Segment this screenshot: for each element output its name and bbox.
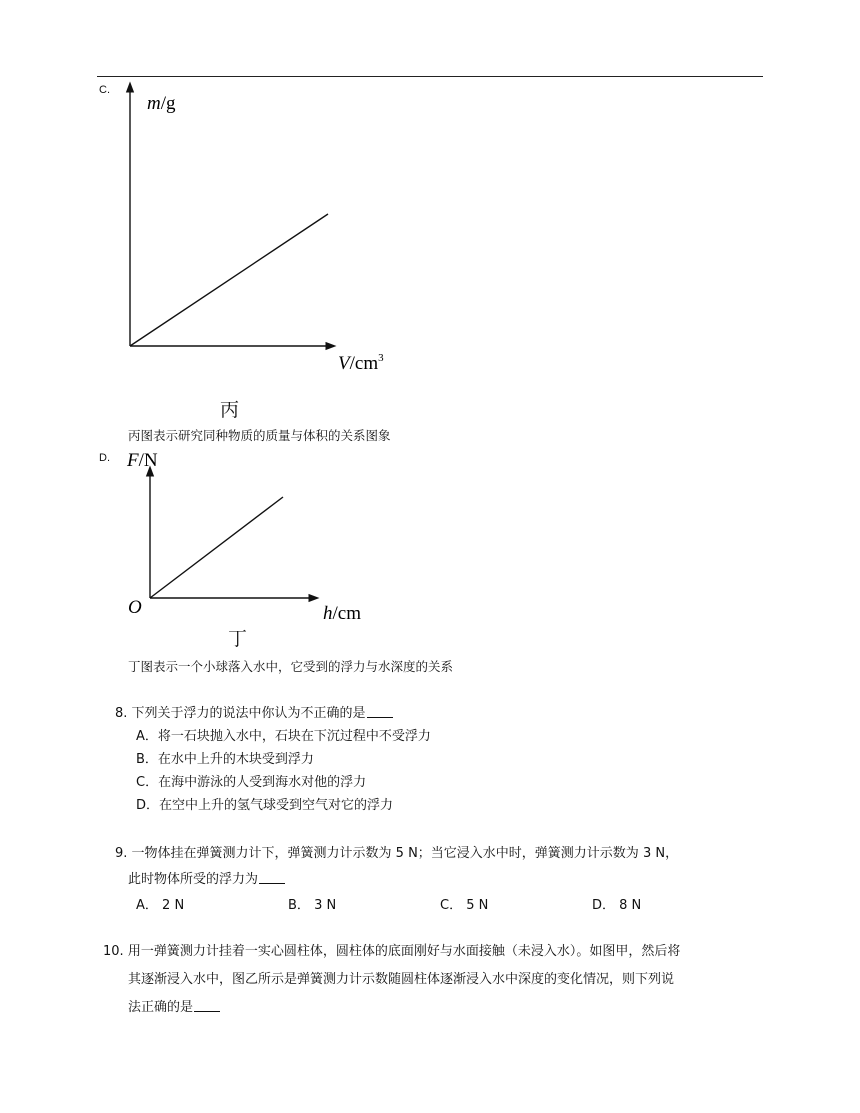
graph-d-origin: O	[128, 597, 142, 618]
q9-answer-blank	[259, 871, 285, 884]
q9-option-b: B． 3 N	[288, 898, 337, 913]
q8-option-c: C．在海中游泳的人受到海水对他的浮力	[136, 775, 367, 790]
graph-d-line	[150, 497, 283, 598]
q8-stem: 下列关于浮力的说法中你认为不正确的是	[131, 706, 366, 721]
q8-number: 8.	[115, 706, 128, 721]
q8-option-b: B．在水中上升的木块受到浮力	[136, 752, 314, 767]
graph-d-label: 丁	[228, 629, 248, 650]
option-c-letter: C.	[99, 84, 110, 96]
q9-number: 9.	[115, 846, 128, 861]
q10-line3: 法正确的是	[128, 996, 220, 1019]
q8-option-a: A．将一石块抛入水中，石块在下沉过程中不受浮力	[136, 729, 431, 744]
q9-option-d: D． 8 N	[592, 898, 642, 913]
option-d-caption: 丁图表示一个小球落入水中，它受到的浮力与水深度的关系	[128, 659, 454, 674]
option-d-letter: D.	[99, 452, 110, 464]
option-c-caption: 丙图表示研究同种物质的质量与体积的关系图象	[128, 428, 391, 443]
q10-answer-blank	[194, 999, 220, 1012]
q9-option-c: C． 5 N	[440, 898, 489, 913]
q9-line2: 此时物体所受的浮力为	[128, 868, 285, 891]
header-rule	[97, 76, 763, 77]
graph-c-label: 丙	[220, 400, 240, 421]
graph-d-x-label: h/cm	[323, 603, 361, 624]
q10-line1: 10. 用一弹簧测力计挂着一实心圆柱体，圆柱体的底面刚好与水面接触（未浸入水）。如图甲，然后将	[103, 944, 681, 959]
q8-answer-blank	[367, 705, 393, 718]
q9-option-a: A． 2 N	[136, 898, 185, 913]
graph-d	[110, 444, 390, 644]
q9-line1: 9. 一物体挂在弹簧测力计下，弹簧测力计示数为 5 N；当它浸入水中时，弹簧测力计示数为 3 N，	[115, 846, 679, 861]
q10-line2: 其逐渐浸入水中，图乙所示是弹簧测力计示数随圆柱体逐渐浸入水中深度的变化情况，则下列说	[128, 972, 675, 987]
graph-c-x-label: $V/cm^3$	[338, 352, 384, 374]
q8-option-d: D．在空中上升的氢气球受到空气对它的浮力	[136, 798, 394, 813]
q8-stem-line	[115, 702, 393, 725]
graph-c-y-label: m/g	[147, 93, 176, 114]
graph-c-line	[130, 214, 328, 346]
q10-number: 10.	[103, 944, 124, 959]
graph-d-y-label: F/N	[127, 450, 158, 471]
graph-c	[110, 78, 410, 378]
